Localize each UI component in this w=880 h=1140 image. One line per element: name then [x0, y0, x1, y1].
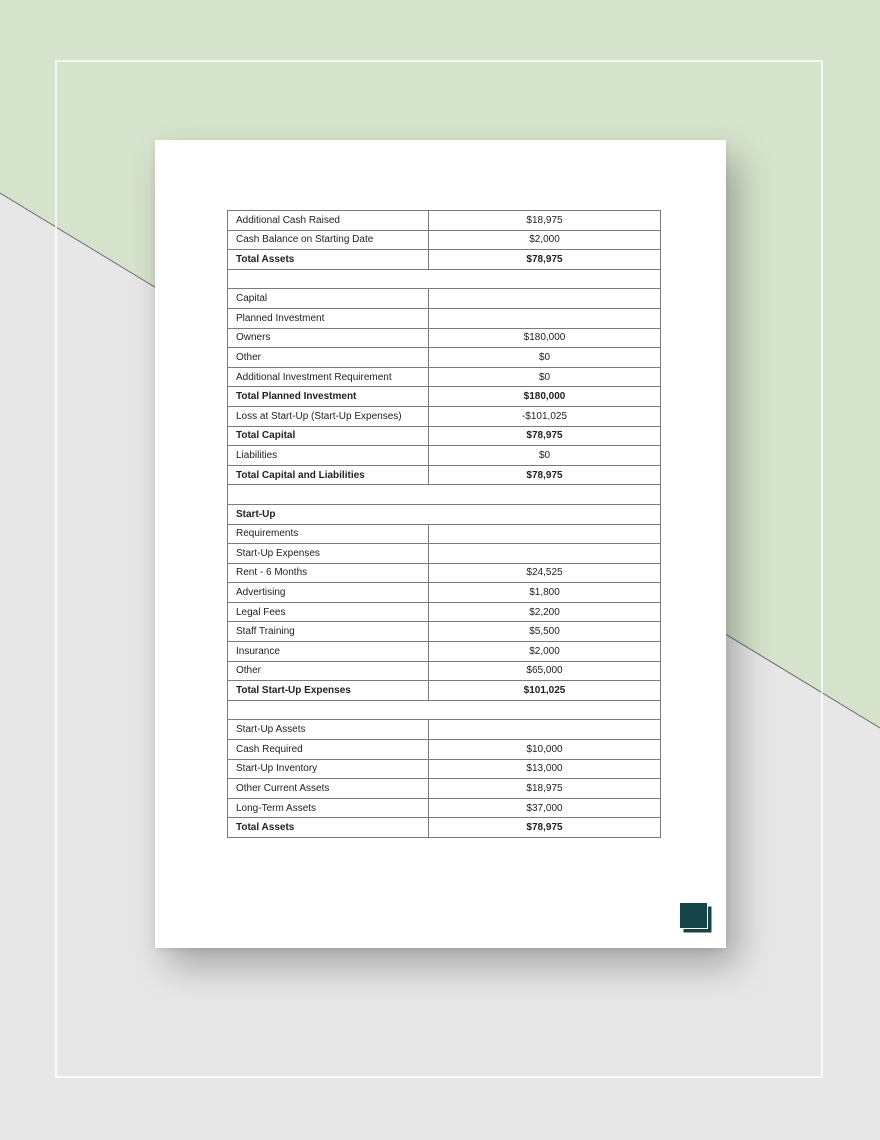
table-row [228, 720, 661, 740]
table-row [228, 818, 661, 838]
row-value-cell: $78,975 [429, 250, 661, 270]
table-row [228, 308, 661, 328]
row-value-cell: $10,000 [429, 740, 661, 760]
row-label-cell: Start-Up Assets [228, 720, 429, 740]
startup-summary-table [227, 210, 661, 838]
row-value-cell: $24,525 [429, 563, 661, 583]
row-label-cell: Total Planned Investment [228, 387, 429, 407]
table-row [228, 583, 661, 603]
row-label-cell: Total Assets [228, 250, 429, 270]
row-value-cell: $65,000 [429, 661, 661, 681]
table-row [228, 602, 661, 622]
table-body [228, 211, 661, 838]
document-page [155, 140, 726, 948]
row-value-cell: $2,200 [429, 602, 661, 622]
row-value-cell: $101,025 [429, 681, 661, 701]
row-label-cell: Total Capital and Liabilities [228, 465, 429, 485]
row-label-cell: Advertising [228, 583, 429, 603]
table-row [228, 779, 661, 799]
table-row [228, 465, 661, 485]
row-label-cell: Owners [228, 328, 429, 348]
table-row [228, 524, 661, 544]
row-label-cell: Planned Investment [228, 308, 429, 328]
table-spacer-row [228, 700, 661, 720]
row-label-cell: Other [228, 661, 429, 681]
row-value-cell: $0 [429, 348, 661, 368]
table-row [228, 328, 661, 348]
section-heading-cell: Start-Up [228, 504, 661, 524]
row-label-cell: Requirements [228, 524, 429, 544]
row-value-cell [429, 524, 661, 544]
table-row [228, 622, 661, 642]
row-value-cell [429, 308, 661, 328]
row-label-cell: Start-Up Inventory [228, 759, 429, 779]
row-value-cell: $0 [429, 367, 661, 387]
row-value-cell [429, 289, 661, 309]
row-value-cell: $18,975 [429, 211, 661, 231]
row-label-cell: Staff Training [228, 622, 429, 642]
table-row [228, 348, 661, 368]
row-value-cell: $78,975 [429, 426, 661, 446]
table-row [228, 661, 661, 681]
table-spacer-row [228, 269, 661, 289]
row-label-cell: Other Current Assets [228, 779, 429, 799]
spacer-cell [228, 269, 661, 289]
table-row [228, 798, 661, 818]
spacer-cell [228, 485, 661, 505]
row-label-cell: Capital [228, 289, 429, 309]
table-row [228, 230, 661, 250]
table-spacer-row [228, 485, 661, 505]
row-value-cell: $78,975 [429, 465, 661, 485]
row-label-cell: Rent - 6 Months [228, 563, 429, 583]
row-value-cell [429, 720, 661, 740]
table-row [228, 426, 661, 446]
row-label-cell: Loss at Start-Up (Start-Up Expenses) [228, 406, 429, 426]
row-label-cell: Liabilities [228, 446, 429, 466]
row-label-cell: Total Assets [228, 818, 429, 838]
row-label-cell: Total Start-Up Expenses [228, 681, 429, 701]
table-row [228, 544, 661, 564]
row-value-cell: $5,500 [429, 622, 661, 642]
row-value-cell: $37,000 [429, 798, 661, 818]
row-label-cell: Cash Required [228, 740, 429, 760]
row-value-cell: $2,000 [429, 642, 661, 662]
row-value-cell [429, 544, 661, 564]
table-row [228, 446, 661, 466]
table-row [228, 211, 661, 231]
table-row [228, 681, 661, 701]
row-value-cell: $180,000 [429, 328, 661, 348]
row-value-cell: $78,975 [429, 818, 661, 838]
row-label-cell: Cash Balance on Starting Date [228, 230, 429, 250]
row-label-cell: Additional Cash Raised [228, 211, 429, 231]
spacer-cell [228, 700, 661, 720]
brand-squares-icon [679, 902, 713, 934]
table-row [228, 289, 661, 309]
row-label-cell: Long-Term Assets [228, 798, 429, 818]
row-value-cell: $1,800 [429, 583, 661, 603]
row-value-cell: $0 [429, 446, 661, 466]
table-row [228, 740, 661, 760]
table-row [228, 250, 661, 270]
row-label-cell: Additional Investment Requirement [228, 367, 429, 387]
row-value-cell: $13,000 [429, 759, 661, 779]
table-row [228, 642, 661, 662]
table-row [228, 563, 661, 583]
row-value-cell: -$101,025 [429, 406, 661, 426]
table-row [228, 504, 661, 524]
row-label-cell: Total Capital [228, 426, 429, 446]
table-row [228, 759, 661, 779]
row-label-cell: Other [228, 348, 429, 368]
table-row [228, 406, 661, 426]
row-value-cell: $18,975 [429, 779, 661, 799]
row-value-cell: $2,000 [429, 230, 661, 250]
row-label-cell: Insurance [228, 642, 429, 662]
row-label-cell: Legal Fees [228, 602, 429, 622]
row-label-cell: Start-Up Expenses [228, 544, 429, 564]
row-value-cell: $180,000 [429, 387, 661, 407]
table-row [228, 367, 661, 387]
table-row [228, 387, 661, 407]
